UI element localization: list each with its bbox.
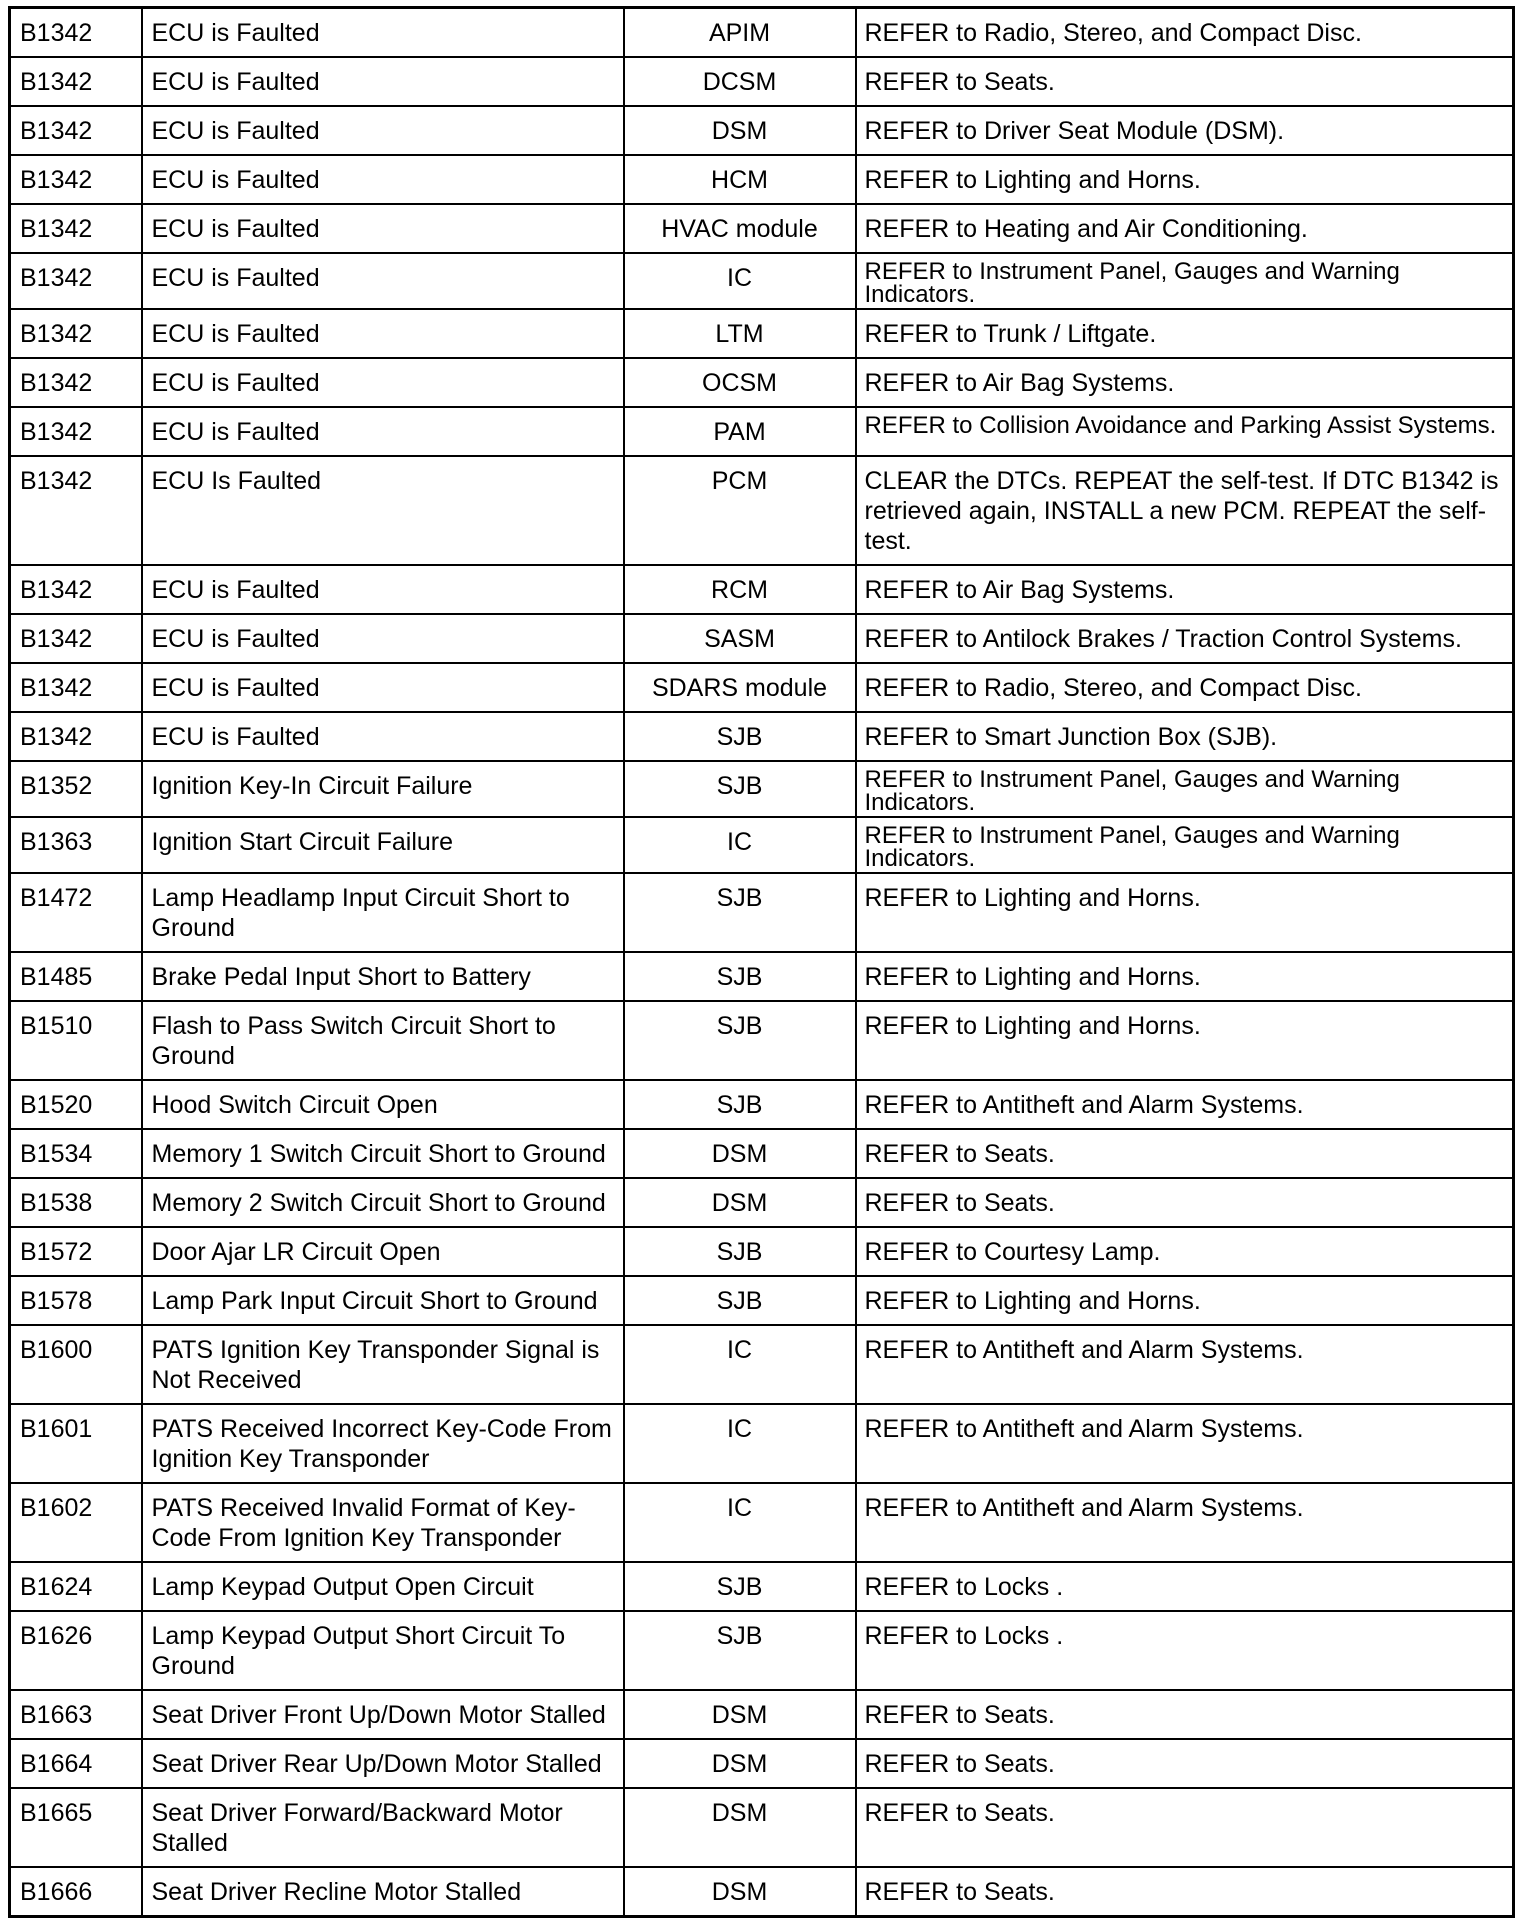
- dtc-action-cell: REFER to Air Bag Systems.: [856, 565, 1514, 614]
- dtc-description-cell: ECU is Faulted: [142, 663, 624, 712]
- dtc-description-cell: ECU is Faulted: [142, 614, 624, 663]
- dtc-description-cell: ECU is Faulted: [142, 358, 624, 407]
- dtc-code-cell: B1342: [10, 253, 142, 309]
- dtc-module-cell: DCSM: [624, 57, 856, 106]
- dtc-description-cell: Seat Driver Forward/Backward Motor Stalled: [142, 1788, 624, 1867]
- dtc-action-cell: REFER to Courtesy Lamp.: [856, 1227, 1514, 1276]
- dtc-description-cell: PATS Ignition Key Transponder Signal is Not Received: [142, 1325, 624, 1404]
- dtc-module-cell: DSM: [624, 1129, 856, 1178]
- table-row: [10, 761, 1514, 817]
- dtc-module-cell: DSM: [624, 1178, 856, 1227]
- dtc-action-cell: REFER to Antitheft and Alarm Systems.: [856, 1080, 1514, 1129]
- dtc-code-cell: B1342: [10, 358, 142, 407]
- dtc-action-cell: REFER to Locks .: [856, 1562, 1514, 1611]
- dtc-table-body: [10, 8, 1514, 1917]
- table-row: [10, 1178, 1514, 1227]
- dtc-action-cell: REFER to Antitheft and Alarm Systems.: [856, 1483, 1514, 1562]
- dtc-description-cell: ECU is Faulted: [142, 309, 624, 358]
- dtc-module-cell: IC: [624, 253, 856, 309]
- table-row: [10, 817, 1514, 873]
- table-row: [10, 57, 1514, 106]
- dtc-action-cell: REFER to Locks .: [856, 1611, 1514, 1690]
- dtc-code-cell: B1510: [10, 1001, 142, 1080]
- dtc-description-cell: Seat Driver Rear Up/Down Motor Stalled: [142, 1739, 624, 1788]
- table-row: [10, 1080, 1514, 1129]
- dtc-description-cell: ECU is Faulted: [142, 204, 624, 253]
- dtc-action-cell: REFER to Seats.: [856, 1867, 1514, 1917]
- dtc-module-cell: SJB: [624, 1080, 856, 1129]
- table-row: [10, 614, 1514, 663]
- dtc-action-cell: REFER to Radio, Stereo, and Compact Disc.: [856, 8, 1514, 58]
- dtc-code-cell: B1342: [10, 155, 142, 204]
- dtc-code-cell: B1520: [10, 1080, 142, 1129]
- dtc-code-cell: B1342: [10, 663, 142, 712]
- dtc-code-cell: B1342: [10, 712, 142, 761]
- dtc-action-cell: REFER to Lighting and Horns.: [856, 1001, 1514, 1080]
- dtc-code-cell: B1342: [10, 8, 142, 58]
- dtc-action-cell: REFER to Lighting and Horns.: [856, 952, 1514, 1001]
- dtc-action-cell: REFER to Seats.: [856, 1129, 1514, 1178]
- table-row: [10, 712, 1514, 761]
- dtc-action-cell: REFER to Seats.: [856, 1739, 1514, 1788]
- table-row: [10, 1690, 1514, 1739]
- dtc-description-cell: ECU is Faulted: [142, 57, 624, 106]
- dtc-module-cell: SJB: [624, 1227, 856, 1276]
- table-row: [10, 456, 1514, 565]
- dtc-action-cell: REFER to Seats.: [856, 1690, 1514, 1739]
- dtc-code-cell: B1624: [10, 1562, 142, 1611]
- dtc-module-cell: APIM: [624, 8, 856, 58]
- dtc-module-cell: SJB: [624, 712, 856, 761]
- dtc-module-cell: SJB: [624, 1276, 856, 1325]
- dtc-action-cell: REFER to Instrument Panel, Gauges and Warning Indicators.: [856, 253, 1514, 309]
- dtc-description-cell: Hood Switch Circuit Open: [142, 1080, 624, 1129]
- table-row: [10, 1276, 1514, 1325]
- dtc-module-cell: DSM: [624, 1867, 856, 1917]
- dtc-module-cell: IC: [624, 817, 856, 873]
- dtc-description-cell: Brake Pedal Input Short to Battery: [142, 952, 624, 1001]
- dtc-module-cell: HVAC module: [624, 204, 856, 253]
- dtc-description-cell: Lamp Park Input Circuit Short to Ground: [142, 1276, 624, 1325]
- dtc-code-cell: B1485: [10, 952, 142, 1001]
- dtc-description-cell: ECU is Faulted: [142, 712, 624, 761]
- dtc-code-cell: B1665: [10, 1788, 142, 1867]
- dtc-description-cell: Lamp Keypad Output Open Circuit: [142, 1562, 624, 1611]
- dtc-description-cell: Ignition Key-In Circuit Failure: [142, 761, 624, 817]
- dtc-code-cell: B1342: [10, 204, 142, 253]
- dtc-module-cell: DSM: [624, 106, 856, 155]
- dtc-code-cell: B1602: [10, 1483, 142, 1562]
- table-row: [10, 1867, 1514, 1917]
- dtc-code-cell: B1534: [10, 1129, 142, 1178]
- dtc-action-cell: REFER to Lighting and Horns.: [856, 155, 1514, 204]
- dtc-action-cell: REFER to Lighting and Horns.: [856, 1276, 1514, 1325]
- dtc-action-cell: REFER to Antitheft and Alarm Systems.: [856, 1325, 1514, 1404]
- dtc-action-cell: REFER to Seats.: [856, 1788, 1514, 1867]
- table-row: [10, 1227, 1514, 1276]
- dtc-code-cell: B1626: [10, 1611, 142, 1690]
- table-row: [10, 309, 1514, 358]
- table-row: [10, 1001, 1514, 1080]
- table-row: [10, 358, 1514, 407]
- dtc-description-cell: Lamp Keypad Output Short Circuit To Ground: [142, 1611, 624, 1690]
- dtc-module-cell: SDARS module: [624, 663, 856, 712]
- dtc-table: [8, 6, 1515, 1918]
- table-row: [10, 1562, 1514, 1611]
- dtc-code-cell: B1572: [10, 1227, 142, 1276]
- dtc-action-cell: REFER to Driver Seat Module (DSM).: [856, 106, 1514, 155]
- dtc-module-cell: DSM: [624, 1690, 856, 1739]
- dtc-code-cell: B1664: [10, 1739, 142, 1788]
- dtc-action-cell: REFER to Instrument Panel, Gauges and Warning Indicators.: [856, 761, 1514, 817]
- dtc-description-cell: ECU is Faulted: [142, 106, 624, 155]
- table-row: [10, 565, 1514, 614]
- dtc-action-cell: REFER to Heating and Air Conditioning.: [856, 204, 1514, 253]
- dtc-action-cell: REFER to Instrument Panel, Gauges and Warning Indicators.: [856, 817, 1514, 873]
- dtc-module-cell: LTM: [624, 309, 856, 358]
- dtc-description-cell: Ignition Start Circuit Failure: [142, 817, 624, 873]
- dtc-table-container: [8, 6, 1512, 1918]
- dtc-code-cell: B1342: [10, 57, 142, 106]
- dtc-code-cell: B1538: [10, 1178, 142, 1227]
- dtc-code-cell: B1578: [10, 1276, 142, 1325]
- dtc-description-cell: PATS Received Invalid Format of Key-Code From Ignition Key Transponder: [142, 1483, 624, 1562]
- dtc-description-cell: Seat Driver Recline Motor Stalled: [142, 1867, 624, 1917]
- dtc-action-cell: REFER to Seats.: [856, 1178, 1514, 1227]
- dtc-description-cell: Lamp Headlamp Input Circuit Short to Ground: [142, 873, 624, 952]
- dtc-module-cell: SASM: [624, 614, 856, 663]
- dtc-module-cell: SJB: [624, 1562, 856, 1611]
- dtc-module-cell: IC: [624, 1404, 856, 1483]
- dtc-module-cell: IC: [624, 1483, 856, 1562]
- table-row: [10, 873, 1514, 952]
- dtc-module-cell: OCSM: [624, 358, 856, 407]
- table-row: [10, 1404, 1514, 1483]
- dtc-module-cell: SJB: [624, 873, 856, 952]
- dtc-description-cell: Memory 1 Switch Circuit Short to Ground: [142, 1129, 624, 1178]
- table-row: [10, 1483, 1514, 1562]
- table-row: [10, 253, 1514, 309]
- dtc-action-cell: REFER to Lighting and Horns.: [856, 873, 1514, 952]
- dtc-module-cell: DSM: [624, 1788, 856, 1867]
- dtc-module-cell: RCM: [624, 565, 856, 614]
- dtc-code-cell: B1342: [10, 565, 142, 614]
- dtc-module-cell: SJB: [624, 952, 856, 1001]
- dtc-module-cell: DSM: [624, 1739, 856, 1788]
- table-row: [10, 1325, 1514, 1404]
- dtc-description-cell: ECU is Faulted: [142, 565, 624, 614]
- dtc-action-cell: REFER to Smart Junction Box (SJB).: [856, 712, 1514, 761]
- dtc-description-cell: Seat Driver Front Up/Down Motor Stalled: [142, 1690, 624, 1739]
- table-row: [10, 1739, 1514, 1788]
- dtc-module-cell: IC: [624, 1325, 856, 1404]
- dtc-action-cell: REFER to Antitheft and Alarm Systems.: [856, 1404, 1514, 1483]
- dtc-action-cell: REFER to Radio, Stereo, and Compact Disc.: [856, 663, 1514, 712]
- dtc-module-cell: PCM: [624, 456, 856, 565]
- table-row: [10, 204, 1514, 253]
- dtc-module-cell: SJB: [624, 1611, 856, 1690]
- dtc-code-cell: B1663: [10, 1690, 142, 1739]
- dtc-description-cell: PATS Received Incorrect Key-Code From Ignition Key Transponder: [142, 1404, 624, 1483]
- dtc-description-cell: ECU is Faulted: [142, 8, 624, 58]
- dtc-action-cell: REFER to Collision Avoidance and Parking Assist Systems.: [856, 407, 1514, 456]
- dtc-description-cell: ECU is Faulted: [142, 253, 624, 309]
- table-row: [10, 155, 1514, 204]
- dtc-code-cell: B1342: [10, 407, 142, 456]
- dtc-code-cell: B1342: [10, 309, 142, 358]
- dtc-module-cell: HCM: [624, 155, 856, 204]
- dtc-code-cell: B1472: [10, 873, 142, 952]
- dtc-description-cell: Memory 2 Switch Circuit Short to Ground: [142, 1178, 624, 1227]
- dtc-module-cell: PAM: [624, 407, 856, 456]
- table-row: [10, 1788, 1514, 1867]
- dtc-module-cell: SJB: [624, 1001, 856, 1080]
- table-row: [10, 1129, 1514, 1178]
- table-row: [10, 663, 1514, 712]
- dtc-description-cell: ECU is Faulted: [142, 407, 624, 456]
- dtc-action-cell: REFER to Trunk / Liftgate.: [856, 309, 1514, 358]
- dtc-code-cell: B1601: [10, 1404, 142, 1483]
- dtc-description-cell: ECU Is Faulted: [142, 456, 624, 565]
- table-row: [10, 1611, 1514, 1690]
- dtc-code-cell: B1600: [10, 1325, 142, 1404]
- dtc-description-cell: Door Ajar LR Circuit Open: [142, 1227, 624, 1276]
- dtc-code-cell: B1666: [10, 1867, 142, 1917]
- dtc-action-cell: CLEAR the DTCs. REPEAT the self-test. If DTC B1342 is retrieved again, INSTALL a new PCM. REPEAT the self-test.: [856, 456, 1514, 565]
- dtc-action-cell: REFER to Air Bag Systems.: [856, 358, 1514, 407]
- dtc-code-cell: B1363: [10, 817, 142, 873]
- table-row: [10, 8, 1514, 58]
- dtc-action-cell: REFER to Antilock Brakes / Traction Control Systems.: [856, 614, 1514, 663]
- dtc-description-cell: ECU is Faulted: [142, 155, 624, 204]
- dtc-code-cell: B1352: [10, 761, 142, 817]
- table-row: [10, 407, 1514, 456]
- dtc-code-cell: B1342: [10, 106, 142, 155]
- dtc-code-cell: B1342: [10, 456, 142, 565]
- table-row: [10, 952, 1514, 1001]
- dtc-action-cell: REFER to Seats.: [856, 57, 1514, 106]
- dtc-module-cell: SJB: [624, 761, 856, 817]
- dtc-description-cell: Flash to Pass Switch Circuit Short to Ground: [142, 1001, 624, 1080]
- dtc-code-cell: B1342: [10, 614, 142, 663]
- table-row: [10, 106, 1514, 155]
